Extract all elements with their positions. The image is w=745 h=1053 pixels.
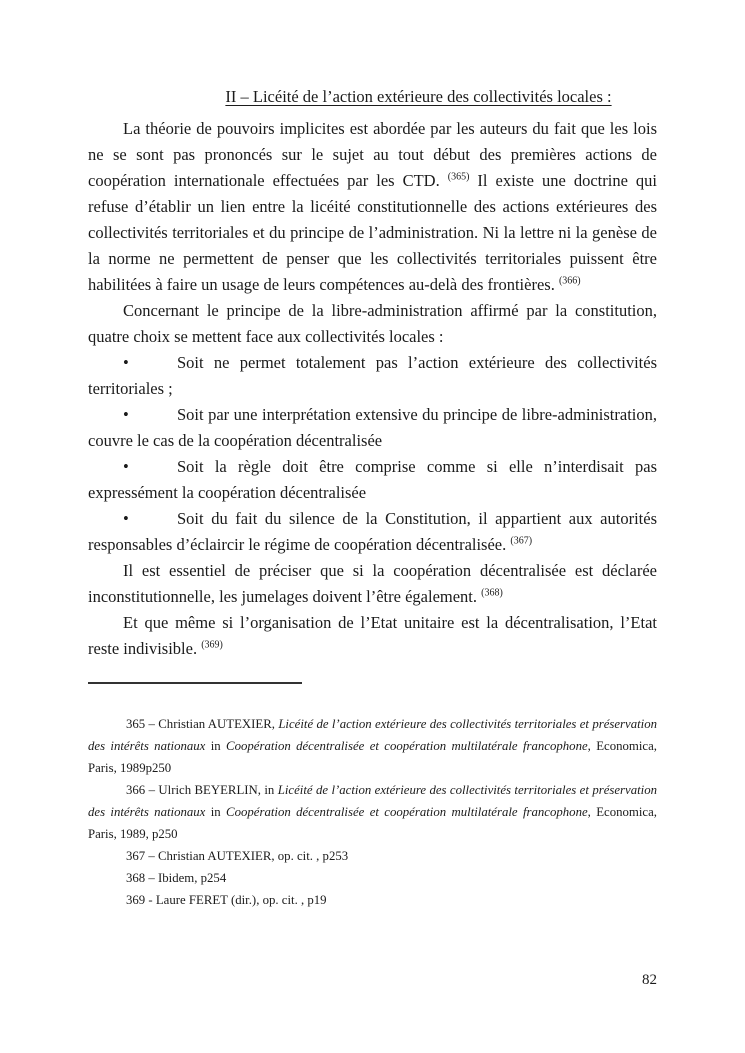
footnote-ref-366: (366) bbox=[558, 275, 581, 287]
text-run: , Economica, Paris, 1989, p250 bbox=[88, 805, 657, 841]
text-run: Soit par une interprétation extensive du principe de libre-administration, couvre le cas de la coopération décentralisée bbox=[88, 405, 657, 450]
paragraph-etat-indivisible bbox=[88, 610, 657, 662]
section-title-text: II – Licéité de l’action extérieure des collectivités locales : bbox=[225, 87, 612, 106]
bullet-icon: • bbox=[123, 353, 129, 372]
footnote-367: 367 – Christian AUTEXIER, op. cit. , p253 bbox=[126, 849, 349, 863]
paragraph-implicit-powers bbox=[88, 116, 657, 298]
footnote-365 bbox=[88, 713, 657, 779]
footnote-369: 369 - Laure FERET (dir.), op. cit. , p19 bbox=[126, 893, 327, 907]
text-run: Et que même si l’organisation de l’Etat unitaire est la décentralisation, l’Etat reste indivisible. bbox=[88, 613, 657, 658]
footnote-ref-368: (368) bbox=[481, 587, 503, 599]
paragraph-libre-administration: Concernant le principe de la libre-administration affirmé par la constitution, quatre choix se mettent face aux collectivités locales : bbox=[88, 301, 657, 346]
footnote-368: 368 – Ibidem, p254 bbox=[126, 871, 227, 885]
text-run: in bbox=[205, 739, 227, 753]
text-run: Soit ne permet totalement pas l’action extérieure des collectivités territoriales ; bbox=[88, 353, 657, 398]
bullet-icon: • bbox=[123, 509, 129, 528]
text-run: in bbox=[205, 805, 227, 819]
section-title bbox=[88, 84, 657, 110]
footnote-ref-367: (367) bbox=[510, 535, 533, 547]
bullet-icon: • bbox=[123, 405, 129, 424]
text-run: La théorie de pouvoirs implicites est abordée par les auteurs du fait que les lois ne se sont pas prononcés sur le sujet au tout début des premières actions de coopération internationale effectuées par les CTD. bbox=[88, 119, 657, 190]
bullet-item-1 bbox=[88, 350, 657, 402]
text-run: Soit la règle doit être comprise comme si elle n’interdisait pas expressément la coopération décentralisée bbox=[88, 457, 657, 502]
footnotes-section bbox=[88, 713, 657, 911]
cited-title: Licéité de l’action extérieure des collectivités territoriales et préservation des intérêts nationaux bbox=[88, 783, 658, 819]
bullet-item-2 bbox=[88, 402, 657, 454]
document-body bbox=[88, 116, 657, 662]
text-run: Soit du fait du silence de la Constitution, il appartient aux autorités responsables d’éclaircir le régime de coopération décentralisée. bbox=[88, 509, 657, 554]
bullet-item-4 bbox=[88, 506, 657, 558]
paragraph-jumelages bbox=[88, 558, 657, 610]
cited-title: Licéité de l’action extérieure des collectivités territoriales et préservation des intérêts nationaux bbox=[88, 717, 657, 753]
text-run: Il existe une doctrine qui refuse d’établir un lien entre la licéité constitutionnelle des actions extérieures des collectivités territoriales et du principe de l’administration. Ni la lettre ni la genèse de la norme ne permettent de penser que les collectivités territoriales puissent être habilitées à faire un usage de leurs compétences au-delà des frontières. bbox=[88, 171, 657, 294]
cited-title: Coopération décentralisée et coopération multilatérale francophone bbox=[226, 805, 588, 819]
page-number: 82 bbox=[642, 972, 657, 988]
text-run: 365 – Christian AUTEXIER, bbox=[126, 717, 279, 731]
bullet-item-3 bbox=[88, 454, 657, 506]
footnote-ref-369: (369) bbox=[201, 639, 223, 651]
footnote-ref-365: (365) bbox=[447, 171, 470, 183]
footnote-366 bbox=[88, 779, 657, 845]
footnote-separator bbox=[88, 682, 302, 684]
text-run: 366 – Ulrich BEYERLIN, in bbox=[126, 783, 278, 797]
cited-title: Coopération décentralisée et coopération multilatérale francophone bbox=[226, 739, 588, 753]
text-run: , Economica, Paris, 1989p250 bbox=[88, 739, 657, 775]
text-run: Il est essentiel de préciser que si la coopération décentralisée est déclarée inconstitutionnelle, les jumelages doivent l’être également. bbox=[88, 561, 657, 606]
bullet-icon: • bbox=[123, 457, 129, 476]
